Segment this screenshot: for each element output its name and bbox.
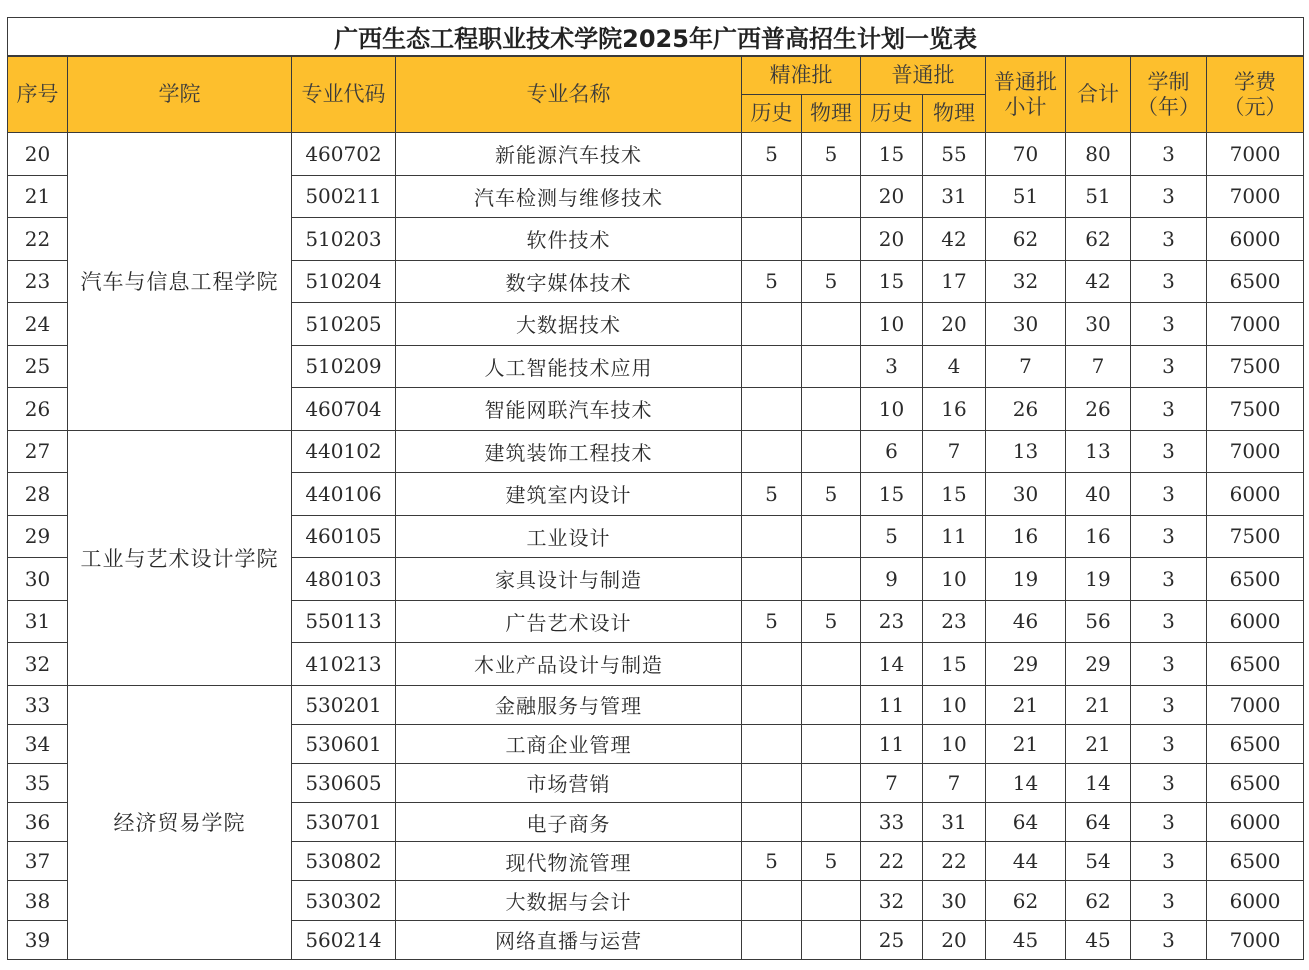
table-row [8, 133, 1304, 176]
major-name-cell: 新能源汽车技术 [396, 133, 742, 176]
seq-cell: 35 [8, 763, 68, 802]
putong-history-cell: 32 [861, 881, 923, 920]
total-cell: 30 [1066, 303, 1131, 346]
duration-cell: 3 [1131, 920, 1207, 959]
duration-cell: 3 [1131, 260, 1207, 303]
jingzhun-physics-cell [802, 558, 861, 601]
seq-cell: 26 [8, 388, 68, 431]
header-putong-history: 历史 [861, 95, 923, 133]
duration-cell: 3 [1131, 842, 1207, 881]
putong-physics-cell: 10 [923, 558, 986, 601]
header-jingzhun-history: 历史 [742, 95, 802, 133]
putong-history-cell: 20 [861, 175, 923, 218]
fee-cell: 6500 [1207, 763, 1304, 802]
major-name-cell: 大数据与会计 [396, 881, 742, 920]
major-code-cell: 460105 [292, 515, 396, 558]
duration-cell: 3 [1131, 133, 1207, 176]
jingzhun-history-cell [742, 803, 802, 842]
major-name-cell: 电子商务 [396, 803, 742, 842]
putong-subtotal-cell: 30 [986, 303, 1066, 346]
fee-cell: 6000 [1207, 218, 1304, 261]
putong-physics-cell: 7 [923, 763, 986, 802]
major-name-cell: 金融服务与管理 [396, 685, 742, 724]
header-major: 专业名称 [396, 56, 742, 133]
table-body [8, 133, 1304, 960]
total-cell: 29 [1066, 643, 1131, 686]
total-cell: 45 [1066, 920, 1131, 959]
major-name-cell: 智能网联汽车技术 [396, 388, 742, 431]
header-fee-line1: 学费 [1234, 70, 1277, 95]
putong-physics-cell: 17 [923, 260, 986, 303]
jingzhun-history-cell [742, 763, 802, 802]
jingzhun-physics-cell [802, 920, 861, 959]
putong-subtotal-cell: 19 [986, 558, 1066, 601]
putong-physics-cell: 31 [923, 803, 986, 842]
putong-history-cell: 25 [861, 920, 923, 959]
putong-physics-cell: 42 [923, 218, 986, 261]
fee-cell: 6500 [1207, 724, 1304, 763]
header-seq: 序号 [8, 56, 68, 133]
jingzhun-history-cell: 5 [742, 260, 802, 303]
table-row [8, 685, 1304, 724]
major-name-cell: 建筑室内设计 [396, 473, 742, 516]
seq-cell: 23 [8, 260, 68, 303]
putong-physics-cell: 30 [923, 881, 986, 920]
fee-cell: 6500 [1207, 643, 1304, 686]
jingzhun-physics-cell: 5 [802, 133, 861, 176]
major-name-cell: 大数据技术 [396, 303, 742, 346]
fee-cell: 7000 [1207, 920, 1304, 959]
duration-cell: 3 [1131, 600, 1207, 643]
major-code-cell: 530302 [292, 881, 396, 920]
major-code-cell: 510203 [292, 218, 396, 261]
seq-cell: 20 [8, 133, 68, 176]
fee-cell: 7500 [1207, 388, 1304, 431]
putong-history-cell: 7 [861, 763, 923, 802]
duration-cell: 3 [1131, 643, 1207, 686]
seq-cell: 24 [8, 303, 68, 346]
major-name-cell: 人工智能技术应用 [396, 345, 742, 388]
total-cell: 16 [1066, 515, 1131, 558]
putong-history-cell: 10 [861, 388, 923, 431]
putong-physics-cell: 15 [923, 473, 986, 516]
jingzhun-history-cell [742, 175, 802, 218]
putong-subtotal-cell: 7 [986, 345, 1066, 388]
major-code-cell: 460704 [292, 388, 396, 431]
jingzhun-history-cell [742, 685, 802, 724]
fee-cell: 6500 [1207, 842, 1304, 881]
header-code: 专业代码 [292, 56, 396, 133]
fee-cell: 6000 [1207, 600, 1304, 643]
major-code-cell: 500211 [292, 175, 396, 218]
duration-cell: 3 [1131, 345, 1207, 388]
total-cell: 62 [1066, 881, 1131, 920]
jingzhun-physics-cell [802, 881, 861, 920]
putong-physics-cell: 11 [923, 515, 986, 558]
header-college: 学院 [68, 56, 292, 133]
total-cell: 80 [1066, 133, 1131, 176]
major-name-cell: 市场营销 [396, 763, 742, 802]
putong-history-cell: 20 [861, 218, 923, 261]
putong-history-cell: 15 [861, 473, 923, 516]
jingzhun-physics-cell [802, 303, 861, 346]
putong-history-cell: 9 [861, 558, 923, 601]
jingzhun-history-cell [742, 303, 802, 346]
header-putong-subtotal [986, 56, 1066, 133]
header-jingzhun: 精准批 [742, 56, 861, 95]
fee-cell: 6500 [1207, 558, 1304, 601]
duration-cell: 3 [1131, 803, 1207, 842]
major-code-cell: 550113 [292, 600, 396, 643]
putong-subtotal-cell: 26 [986, 388, 1066, 431]
putong-physics-cell: 15 [923, 643, 986, 686]
jingzhun-history-cell: 5 [742, 842, 802, 881]
putong-history-cell: 15 [861, 260, 923, 303]
fee-cell: 6500 [1207, 260, 1304, 303]
duration-cell: 3 [1131, 175, 1207, 218]
putong-subtotal-cell: 45 [986, 920, 1066, 959]
putong-physics-cell: 20 [923, 920, 986, 959]
putong-physics-cell: 31 [923, 175, 986, 218]
major-code-cell: 440106 [292, 473, 396, 516]
major-name-cell: 木业产品设计与制造 [396, 643, 742, 686]
jingzhun-history-cell [742, 345, 802, 388]
header-jingzhun-physics: 物理 [802, 95, 861, 133]
total-cell: 40 [1066, 473, 1131, 516]
putong-subtotal-cell: 64 [986, 803, 1066, 842]
total-cell: 21 [1066, 724, 1131, 763]
fee-cell: 7000 [1207, 303, 1304, 346]
putong-subtotal-cell: 30 [986, 473, 1066, 516]
header-duration-line1: 学制 [1147, 70, 1190, 95]
putong-subtotal-cell: 21 [986, 685, 1066, 724]
total-cell: 21 [1066, 685, 1131, 724]
duration-cell: 3 [1131, 881, 1207, 920]
header-fee-line2: （元） [1223, 94, 1287, 119]
putong-history-cell: 15 [861, 133, 923, 176]
putong-physics-cell: 22 [923, 842, 986, 881]
major-name-cell: 汽车检测与维修技术 [396, 175, 742, 218]
seq-cell: 21 [8, 175, 68, 218]
putong-subtotal-cell: 46 [986, 600, 1066, 643]
jingzhun-physics-cell [802, 515, 861, 558]
total-cell: 7 [1066, 345, 1131, 388]
putong-subtotal-cell: 70 [986, 133, 1066, 176]
major-code-cell: 510209 [292, 345, 396, 388]
putong-history-cell: 6 [861, 430, 923, 473]
putong-physics-cell: 10 [923, 724, 986, 763]
putong-subtotal-cell: 14 [986, 763, 1066, 802]
seq-cell: 25 [8, 345, 68, 388]
header-putong-physics: 物理 [923, 95, 986, 133]
fee-cell: 7000 [1207, 430, 1304, 473]
putong-subtotal-cell: 32 [986, 260, 1066, 303]
duration-cell: 3 [1131, 558, 1207, 601]
putong-history-cell: 5 [861, 515, 923, 558]
jingzhun-physics-cell [802, 643, 861, 686]
college-cell: 经济贸易学院 [68, 685, 292, 959]
major-code-cell: 530201 [292, 685, 396, 724]
total-cell: 56 [1066, 600, 1131, 643]
major-code-cell: 530601 [292, 724, 396, 763]
jingzhun-physics-cell [802, 430, 861, 473]
putong-physics-cell: 4 [923, 345, 986, 388]
putong-subtotal-cell: 16 [986, 515, 1066, 558]
putong-history-cell: 14 [861, 643, 923, 686]
total-cell: 19 [1066, 558, 1131, 601]
jingzhun-history-cell [742, 430, 802, 473]
college-cell: 工业与艺术设计学院 [68, 430, 292, 685]
putong-subtotal-cell: 13 [986, 430, 1066, 473]
seq-cell: 37 [8, 842, 68, 881]
major-name-cell: 家具设计与制造 [396, 558, 742, 601]
fee-cell: 7500 [1207, 515, 1304, 558]
major-name-cell: 广告艺术设计 [396, 600, 742, 643]
fee-cell: 6000 [1207, 803, 1304, 842]
putong-subtotal-cell: 62 [986, 881, 1066, 920]
seq-cell: 28 [8, 473, 68, 516]
header-duration-line2: （年） [1137, 94, 1200, 119]
jingzhun-physics-cell: 5 [802, 842, 861, 881]
putong-subtotal-cell: 21 [986, 724, 1066, 763]
seq-cell: 34 [8, 724, 68, 763]
seq-cell: 36 [8, 803, 68, 842]
jingzhun-physics-cell [802, 218, 861, 261]
major-name-cell: 工商企业管理 [396, 724, 742, 763]
seq-cell: 22 [8, 218, 68, 261]
putong-physics-cell: 23 [923, 600, 986, 643]
putong-subtotal-cell: 29 [986, 643, 1066, 686]
fee-cell: 7500 [1207, 345, 1304, 388]
jingzhun-history-cell: 5 [742, 473, 802, 516]
major-code-cell: 560214 [292, 920, 396, 959]
header-duration [1131, 56, 1207, 133]
major-name-cell: 网络直播与运营 [396, 920, 742, 959]
seq-cell: 29 [8, 515, 68, 558]
total-cell: 64 [1066, 803, 1131, 842]
major-code-cell: 530605 [292, 763, 396, 802]
seq-cell: 38 [8, 881, 68, 920]
seq-cell: 32 [8, 643, 68, 686]
jingzhun-history-cell [742, 218, 802, 261]
putong-physics-cell: 55 [923, 133, 986, 176]
college-cell: 汽车与信息工程学院 [68, 133, 292, 431]
major-code-cell: 530701 [292, 803, 396, 842]
jingzhun-history-cell [742, 515, 802, 558]
jingzhun-history-cell [742, 643, 802, 686]
jingzhun-physics-cell [802, 803, 861, 842]
table-title: 广西生态工程职业技术学院2025年广西普高招生计划一览表 [8, 18, 1304, 57]
fee-cell: 7000 [1207, 175, 1304, 218]
header-total: 合计 [1066, 56, 1131, 133]
major-name-cell: 建筑装饰工程技术 [396, 430, 742, 473]
duration-cell: 3 [1131, 430, 1207, 473]
fee-cell: 6000 [1207, 473, 1304, 516]
putong-history-cell: 23 [861, 600, 923, 643]
jingzhun-physics-cell [802, 388, 861, 431]
major-code-cell: 410213 [292, 643, 396, 686]
duration-cell: 3 [1131, 303, 1207, 346]
jingzhun-physics-cell [802, 685, 861, 724]
duration-cell: 3 [1131, 685, 1207, 724]
duration-cell: 3 [1131, 473, 1207, 516]
header-putong-subtotal-line2: 小计 [1004, 94, 1047, 119]
major-code-cell: 440102 [292, 430, 396, 473]
jingzhun-history-cell: 5 [742, 133, 802, 176]
jingzhun-physics-cell [802, 175, 861, 218]
putong-physics-cell: 7 [923, 430, 986, 473]
putong-subtotal-cell: 62 [986, 218, 1066, 261]
total-cell: 14 [1066, 763, 1131, 802]
total-cell: 26 [1066, 388, 1131, 431]
putong-history-cell: 33 [861, 803, 923, 842]
seq-cell: 27 [8, 430, 68, 473]
major-code-cell: 460702 [292, 133, 396, 176]
major-code-cell: 510205 [292, 303, 396, 346]
putong-physics-cell: 16 [923, 388, 986, 431]
total-cell: 62 [1066, 218, 1131, 261]
putong-subtotal-cell: 51 [986, 175, 1066, 218]
fee-cell: 7000 [1207, 685, 1304, 724]
major-code-cell: 480103 [292, 558, 396, 601]
jingzhun-history-cell [742, 558, 802, 601]
jingzhun-history-cell [742, 920, 802, 959]
putong-history-cell: 11 [861, 724, 923, 763]
putong-history-cell: 11 [861, 685, 923, 724]
putong-history-cell: 3 [861, 345, 923, 388]
major-code-cell: 510204 [292, 260, 396, 303]
jingzhun-history-cell [742, 881, 802, 920]
putong-history-cell: 10 [861, 303, 923, 346]
jingzhun-physics-cell [802, 345, 861, 388]
jingzhun-physics-cell [802, 724, 861, 763]
duration-cell: 3 [1131, 763, 1207, 802]
jingzhun-history-cell: 5 [742, 600, 802, 643]
jingzhun-physics-cell: 5 [802, 600, 861, 643]
enrollment-table [7, 17, 1304, 960]
seq-cell: 31 [8, 600, 68, 643]
enrollment-plan-sheet [7, 17, 1303, 960]
putong-subtotal-cell: 44 [986, 842, 1066, 881]
header-putong-subtotal-line1: 普通批 [994, 70, 1057, 95]
duration-cell: 3 [1131, 218, 1207, 261]
total-cell: 13 [1066, 430, 1131, 473]
jingzhun-history-cell [742, 388, 802, 431]
jingzhun-history-cell [742, 724, 802, 763]
major-code-cell: 530802 [292, 842, 396, 881]
major-name-cell: 软件技术 [396, 218, 742, 261]
fee-cell: 7000 [1207, 133, 1304, 176]
putong-history-cell: 22 [861, 842, 923, 881]
seq-cell: 33 [8, 685, 68, 724]
putong-physics-cell: 10 [923, 685, 986, 724]
total-cell: 51 [1066, 175, 1131, 218]
seq-cell: 39 [8, 920, 68, 959]
major-name-cell: 工业设计 [396, 515, 742, 558]
duration-cell: 3 [1131, 515, 1207, 558]
major-name-cell: 现代物流管理 [396, 842, 742, 881]
total-cell: 42 [1066, 260, 1131, 303]
major-name-cell: 数字媒体技术 [396, 260, 742, 303]
duration-cell: 3 [1131, 388, 1207, 431]
header-fee [1207, 56, 1304, 133]
jingzhun-physics-cell: 5 [802, 473, 861, 516]
fee-cell: 6000 [1207, 881, 1304, 920]
jingzhun-physics-cell [802, 763, 861, 802]
header-putong: 普通批 [861, 56, 986, 95]
table-row [8, 430, 1304, 473]
putong-physics-cell: 20 [923, 303, 986, 346]
jingzhun-physics-cell: 5 [802, 260, 861, 303]
seq-cell: 30 [8, 558, 68, 601]
duration-cell: 3 [1131, 724, 1207, 763]
total-cell: 54 [1066, 842, 1131, 881]
